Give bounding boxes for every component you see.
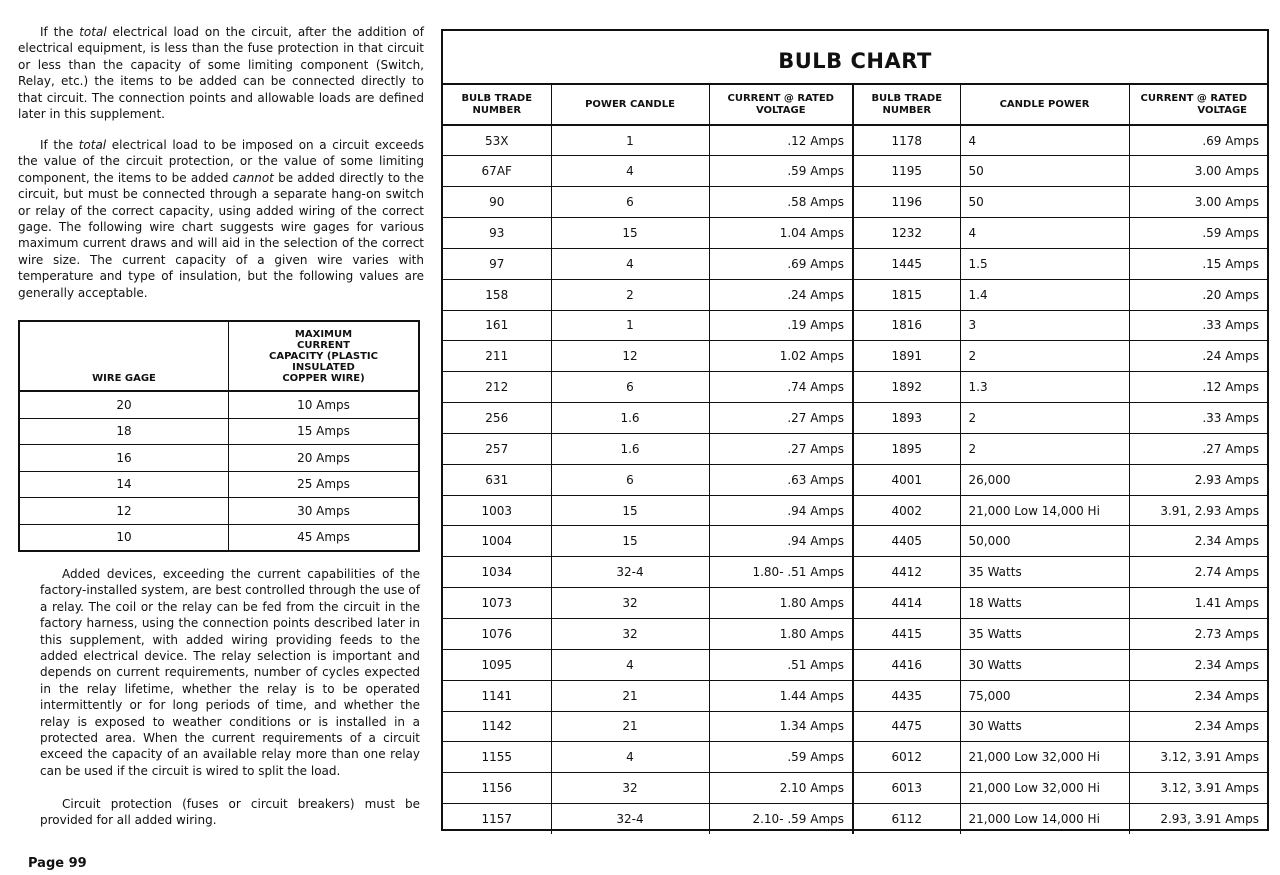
bulb-table-row [443, 773, 1267, 804]
bulb-candle-power-cell: 30 Watts [960, 711, 1129, 742]
bulb-current-cell: .59 Amps [709, 156, 853, 187]
bulb-trade-number-cell: 90 [443, 187, 551, 218]
bulb-power-candle-cell: 21 [551, 711, 709, 742]
bulb-trade-number-cell: 53X [443, 125, 551, 156]
bulb-current-cell: .94 Amps [709, 495, 853, 526]
paragraph-total-load-exceeds [18, 137, 424, 301]
bulb-table-row [443, 649, 1267, 680]
bulb-header-trade-number-1: BULB TRADE NUMBER [443, 85, 551, 125]
wire-capacity-cell: 30 Amps [229, 498, 420, 525]
bulb-trade-number-cell: 1892 [853, 372, 960, 403]
bulb-table-row [443, 711, 1267, 742]
bulb-current-cell: 2.10- .59 Amps [709, 804, 853, 835]
p2-text-a: If the [40, 138, 79, 152]
p2-text-c: be added directly to the circuit, but must be connected through a separate hang-on switch or relay of the correct capacity, using added wiring of the correct gage. The following wire chart suggests wire gages for various maximum current draws and will aid in the selection of the correct wire size. The current capacity of a given wire varies with temperature and type of insulation, but the following values are generally acceptable. [18, 170, 424, 300]
bulb-power-candle-cell: 15 [551, 495, 709, 526]
bulb-current-cell: .20 Amps [1129, 279, 1267, 310]
bulb-trade-number-cell: 1034 [443, 557, 551, 588]
bulb-power-candle-cell: 12 [551, 341, 709, 372]
bulb-trade-number-cell: 161 [443, 310, 551, 341]
bulb-trade-number-cell: 4412 [853, 557, 960, 588]
bulb-trade-number-cell: 4405 [853, 526, 960, 557]
bulb-table-row [443, 248, 1267, 279]
bulb-table-row [443, 125, 1267, 156]
bulb-current-cell: 2.73 Amps [1129, 619, 1267, 650]
bulb-power-candle-cell: 21 [551, 680, 709, 711]
bulb-trade-number-cell: 4416 [853, 649, 960, 680]
bulb-table-header-row [443, 85, 1267, 125]
paragraph-circuit-protection: Circuit protection (fuses or circuit breakers) must be provided for all added wiring. [40, 797, 420, 828]
bulb-current-cell: .24 Amps [709, 279, 853, 310]
bulb-current-cell: .59 Amps [709, 742, 853, 773]
bulb-current-cell: .19 Amps [709, 310, 853, 341]
bulb-table-row [443, 372, 1267, 403]
bulb-power-candle-cell: 32 [551, 773, 709, 804]
bulb-current-cell: .94 Amps [709, 526, 853, 557]
bulb-table-row [443, 218, 1267, 249]
bulb-power-candle-cell: 4 [551, 248, 709, 279]
wire-table-header-capacity: MAXIMUM CURRENT CAPACITY (PLASTIC INSULATED COPPER WIRE) [229, 321, 420, 391]
wire-table-row [19, 498, 419, 525]
bulb-trade-number-cell: 1076 [443, 619, 551, 650]
page-number: Page 99 [28, 856, 87, 871]
bulb-candle-power-cell: 18 Watts [960, 588, 1129, 619]
bulb-power-candle-cell: 6 [551, 464, 709, 495]
bulb-trade-number-cell: 1232 [853, 218, 960, 249]
bulb-candle-power-cell: 50,000 [960, 526, 1129, 557]
bulb-trade-number-cell: 1178 [853, 125, 960, 156]
bulb-current-cell: .58 Amps [709, 187, 853, 218]
bulb-current-cell: .33 Amps [1129, 403, 1267, 434]
p1-emphasis: total [79, 25, 107, 39]
bulb-table-row [443, 310, 1267, 341]
bulb-candle-power-cell: 50 [960, 156, 1129, 187]
bulb-current-cell: 2.93 Amps [1129, 464, 1267, 495]
bulb-power-candle-cell: 32-4 [551, 804, 709, 835]
bulb-table-row [443, 187, 1267, 218]
bulb-current-cell: .63 Amps [709, 464, 853, 495]
paragraph-added-devices: Added devices, exceeding the current capabilities of the factory-installed system, are best controlled through the use of a relay. The coil or the relay can be fed from the circuit in the factory harness, using the connection points described later in this supplement, with added wiring providing feeds to the added electrical device. The relay selection is important and depends on current requirements, number of cycles expected in the relay lifetime, whether the relay is to be operated intermittently or for long periods of time, and whether the relay is exposed to weather conditions or is installed in a protected area. When the current requirements of a circuit exceed the capacity of an available relay more than one relay can be used if the circuit is wired to split the load. [40, 567, 420, 778]
wire-capacity-cell: 25 Amps [229, 471, 420, 498]
bulb-trade-number-cell: 4435 [853, 680, 960, 711]
bulb-trade-number-cell: 211 [443, 341, 551, 372]
p2-emphasis: total [78, 138, 107, 152]
bulb-candle-power-cell: 35 Watts [960, 557, 1129, 588]
bulb-trade-number-cell: 1893 [853, 403, 960, 434]
bulb-current-cell: .27 Amps [709, 433, 853, 464]
bulb-current-cell: 2.34 Amps [1129, 526, 1267, 557]
bulb-trade-number-cell: 1142 [443, 711, 551, 742]
bulb-current-cell: 3.12, 3.91 Amps [1129, 742, 1267, 773]
bulb-trade-number-cell: 1003 [443, 495, 551, 526]
bulb-table-row [443, 433, 1267, 464]
bulb-candle-power-cell: 21,000 Low 32,000 Hi [960, 742, 1129, 773]
bulb-header-current-2: CURRENT @ RATED VOLTAGE [1129, 85, 1267, 125]
bulb-trade-number-cell: 6112 [853, 804, 960, 835]
bulb-current-cell: 3.12, 3.91 Amps [1129, 773, 1267, 804]
bulb-trade-number-cell: 4001 [853, 464, 960, 495]
p1-text-b: electrical load on the circuit, after the addition of electrical equipment, is less than the fuse protection in that circuit or less than the capacity of some limiting component (Switch, Relay, etc.) the items to be added can be connected directly to that circuit. The connection points and allowable loads are defined later in this supplement. [18, 25, 424, 122]
bulb-current-cell: .59 Amps [1129, 218, 1267, 249]
bulb-trade-number-cell: 4475 [853, 711, 960, 742]
bulb-current-cell: 1.80 Amps [709, 619, 853, 650]
bulb-current-cell: .15 Amps [1129, 248, 1267, 279]
bulb-current-cell: 1.04 Amps [709, 218, 853, 249]
bulb-header-candle-power: CANDLE POWER [960, 85, 1129, 125]
bulb-trade-number-cell: 1445 [853, 248, 960, 279]
bulb-current-cell: 1.34 Amps [709, 711, 853, 742]
bulb-table-row [443, 526, 1267, 557]
bulb-power-candle-cell: 32 [551, 588, 709, 619]
bulb-power-candle-cell: 6 [551, 187, 709, 218]
p2-emphasis-cannot: cannot [232, 170, 274, 185]
bulb-current-cell: 1.80- .51 Amps [709, 557, 853, 588]
wire-gage-table [18, 320, 420, 552]
bulb-power-candle-cell: 15 [551, 218, 709, 249]
bulb-trade-number-cell: 631 [443, 464, 551, 495]
bulb-current-cell: .74 Amps [709, 372, 853, 403]
bulb-table-row [443, 804, 1267, 835]
bulb-table-row [443, 156, 1267, 187]
bulb-header-power-candle: POWER CANDLE [551, 85, 709, 125]
bulb-candle-power-cell: 75,000 [960, 680, 1129, 711]
bulb-table-row [443, 619, 1267, 650]
bulb-candle-power-cell: 1.5 [960, 248, 1129, 279]
bulb-current-cell: .24 Amps [1129, 341, 1267, 372]
wire-gage-cell: 16 [19, 445, 229, 472]
bulb-current-cell: .33 Amps [1129, 310, 1267, 341]
wire-table-row [19, 445, 419, 472]
bulb-current-cell: 2.34 Amps [1129, 649, 1267, 680]
paragraph-total-load-less [18, 24, 424, 122]
bulb-trade-number-cell: 1815 [853, 279, 960, 310]
wire-capacity-cell: 45 Amps [229, 524, 420, 551]
bulb-power-candle-cell: 2 [551, 279, 709, 310]
bulb-power-candle-cell: 1.6 [551, 403, 709, 434]
bulb-trade-number-cell: 6013 [853, 773, 960, 804]
bulb-candle-power-cell: 35 Watts [960, 619, 1129, 650]
bulb-chart-table [443, 85, 1267, 834]
wire-gage-cell: 18 [19, 418, 229, 445]
wire-table-header-gage: WIRE GAGE [19, 321, 229, 391]
bulb-candle-power-cell: 4 [960, 218, 1129, 249]
bulb-trade-number-cell: 6012 [853, 742, 960, 773]
bulb-candle-power-cell: 1.4 [960, 279, 1129, 310]
bulb-candle-power-cell: 50 [960, 187, 1129, 218]
bulb-table-row [443, 403, 1267, 434]
bulb-trade-number-cell: 1157 [443, 804, 551, 835]
bulb-current-cell: 3.91, 2.93 Amps [1129, 495, 1267, 526]
p2-text-b: electrical load to be imposed on a circuit exceeds the value of the circuit protection, or the value of some limiting component, the items to be added [18, 138, 424, 185]
bulb-trade-number-cell: 1196 [853, 187, 960, 218]
bulb-trade-number-cell: 1816 [853, 310, 960, 341]
bulb-trade-number-cell: 93 [443, 218, 551, 249]
bulb-table-row [443, 680, 1267, 711]
bulb-power-candle-cell: 32-4 [551, 557, 709, 588]
bulb-candle-power-cell: 3 [960, 310, 1129, 341]
bulb-header-trade-number-2: BULB TRADE NUMBER [853, 85, 960, 125]
bulb-table-row [443, 279, 1267, 310]
bulb-current-cell: 2.34 Amps [1129, 711, 1267, 742]
bulb-trade-number-cell: 1004 [443, 526, 551, 557]
bulb-table-row [443, 742, 1267, 773]
bulb-candle-power-cell: 21,000 Low 14,000 Hi [960, 495, 1129, 526]
bulb-current-cell: 1.80 Amps [709, 588, 853, 619]
bulb-current-cell: .27 Amps [1129, 433, 1267, 464]
bulb-current-cell: .69 Amps [709, 248, 853, 279]
bulb-current-cell: 1.44 Amps [709, 680, 853, 711]
bulb-trade-number-cell: 4414 [853, 588, 960, 619]
bulb-table-row [443, 341, 1267, 372]
bulb-candle-power-cell: 4 [960, 125, 1129, 156]
bulb-power-candle-cell: 4 [551, 742, 709, 773]
bulb-candle-power-cell: 2 [960, 341, 1129, 372]
wire-capacity-cell: 20 Amps [229, 445, 420, 472]
wire-table-header-row [19, 321, 419, 391]
bulb-trade-number-cell: 158 [443, 279, 551, 310]
bulb-trade-number-cell: 1156 [443, 773, 551, 804]
bulb-trade-number-cell: 67AF [443, 156, 551, 187]
bulb-current-cell: 2.93, 3.91 Amps [1129, 804, 1267, 835]
bulb-candle-power-cell: 30 Watts [960, 649, 1129, 680]
bulb-power-candle-cell: 1 [551, 125, 709, 156]
bulb-table-row [443, 495, 1267, 526]
bulb-trade-number-cell: 256 [443, 403, 551, 434]
bulb-trade-number-cell: 97 [443, 248, 551, 279]
bulb-current-cell: 3.00 Amps [1129, 187, 1267, 218]
wire-table-row [19, 391, 419, 418]
bulb-trade-number-cell: 257 [443, 433, 551, 464]
bulb-candle-power-cell: 21,000 Low 14,000 Hi [960, 804, 1129, 835]
wire-capacity-cell: 10 Amps [297, 397, 350, 412]
bulb-candle-power-cell: 21,000 Low 32,000 Hi [960, 773, 1129, 804]
bulb-chart-title: BULB CHART [443, 31, 1267, 85]
bulb-trade-number-cell: 4002 [853, 495, 960, 526]
bulb-current-cell: 2.10 Amps [709, 773, 853, 804]
bulb-trade-number-cell: 1141 [443, 680, 551, 711]
bulb-trade-number-cell: 4415 [853, 619, 960, 650]
wire-table-row [19, 524, 419, 551]
bulb-trade-number-cell: 1891 [853, 341, 960, 372]
bulb-power-candle-cell: 1.6 [551, 433, 709, 464]
p1-text-a: If the [40, 25, 80, 39]
bulb-trade-number-cell: 212 [443, 372, 551, 403]
wire-capacity-cell: 15 Amps [229, 418, 420, 445]
bulb-current-cell: 3.00 Amps [1129, 156, 1267, 187]
bulb-power-candle-cell: 4 [551, 649, 709, 680]
bulb-power-candle-cell: 4 [551, 156, 709, 187]
bulb-trade-number-cell: 1155 [443, 742, 551, 773]
wire-table-row [19, 418, 419, 445]
bulb-trade-number-cell: 1073 [443, 588, 551, 619]
bulb-trade-number-cell: 1195 [853, 156, 960, 187]
bulb-current-cell: 2.34 Amps [1129, 680, 1267, 711]
bulb-table-row [443, 588, 1267, 619]
bulb-current-cell: .12 Amps [1129, 372, 1267, 403]
bulb-header-current-1: CURRENT @ RATED VOLTAGE [709, 85, 853, 125]
bulb-power-candle-cell: 1 [551, 310, 709, 341]
bulb-power-candle-cell: 15 [551, 526, 709, 557]
bulb-current-cell: 1.41 Amps [1129, 588, 1267, 619]
bulb-power-candle-cell: 6 [551, 372, 709, 403]
bulb-current-cell: .12 Amps [709, 125, 853, 156]
bulb-power-candle-cell: 32 [551, 619, 709, 650]
wire-gage-cell: 10 [19, 524, 229, 551]
bulb-chart [441, 29, 1269, 831]
bulb-candle-power-cell: 26,000 [960, 464, 1129, 495]
bulb-trade-number-cell: 1895 [853, 433, 960, 464]
bulb-candle-power-cell: 2 [960, 433, 1129, 464]
bulb-current-cell: 2.74 Amps [1129, 557, 1267, 588]
bulb-current-cell: .27 Amps [709, 403, 853, 434]
wire-table-row [19, 471, 419, 498]
bulb-candle-power-cell: 2 [960, 403, 1129, 434]
bulb-trade-number-cell: 1095 [443, 649, 551, 680]
wire-gage-cell: 12 [19, 498, 229, 525]
bulb-current-cell: .51 Amps [709, 649, 853, 680]
bulb-current-cell: .69 Amps [1202, 133, 1259, 148]
wire-gage-cell: 20 [19, 391, 229, 418]
bulb-table-row [443, 464, 1267, 495]
bulb-current-cell: 1.02 Amps [709, 341, 853, 372]
bulb-candle-power-cell: 1.3 [960, 372, 1129, 403]
bulb-table-row [443, 557, 1267, 588]
wire-gage-cell: 14 [19, 471, 229, 498]
